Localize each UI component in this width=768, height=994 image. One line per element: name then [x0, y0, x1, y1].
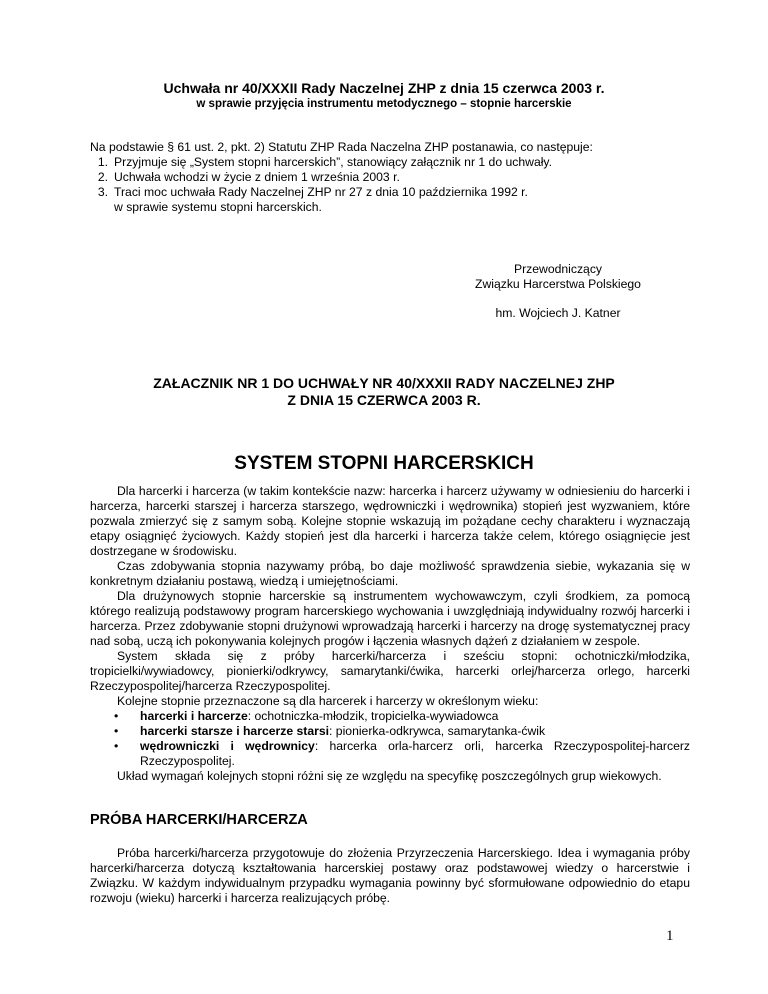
paragraph: Dla drużynowych stopnie harcerskie są instrumentem wychowawczym, czyli środkiem, za pomocą którego realizują podstawowy program harcerskiego wychowania i uwzględniają indywidualny rozwój harcerki i harcerza. Przez zdobywanie stopni drużynowi wprowadzają harcerki i harcerzy na drogę systematycznej pracy nad sobą, uczą ich pokonywania kolejnych progów i łączenia własnych dążeń z działaniem w zespole.: [90, 589, 690, 648]
paragraph: Układ wymagań kolejnych stopni różni się ze względu na specyfikę poszczególnych grup wiekowych.: [117, 769, 662, 783]
list-item: [114, 709, 690, 724]
resolution-title: Uchwała nr 40/XXXII Rady Naczelnej ZHP z dnia 15 czerwca 2003 r.: [163, 80, 605, 96]
item-number: 1.: [97, 155, 108, 169]
bullet-icon: •: [114, 709, 119, 723]
signature-role: Przewodniczący: [513, 262, 603, 276]
section-heading: PRÓBA HARCERKI/HARCERZA: [90, 812, 308, 828]
age-group-name: harcerki i harcerze: [140, 709, 248, 723]
bullet-icon: •: [114, 724, 119, 738]
age-group-ranks: : pionierka-odkrywca, samarytanka-ćwik: [329, 724, 546, 738]
annex-heading-line1: ZAŁACZNIK NR 1 DO UCHWAŁY NR 40/XXXII RADY NACZELNEJ ZHP: [153, 375, 615, 391]
age-group-list: [90, 709, 690, 769]
paragraph: Kolejne stopnie przeznaczone są dla harcerek i harcerzy w określonym wieku:: [117, 694, 539, 708]
resolution-intro: Na podstawie § 61 ust. 2, pkt. 2) Statutu ZHP Rada Naczelna ZHP postanawia, co następuje:: [90, 140, 593, 154]
item-number: 3.: [97, 185, 108, 199]
item-number: 2.: [97, 170, 108, 184]
age-group-name: wędrowniczki i wędrownicy: [140, 739, 315, 753]
age-group-ranks: : harcerka orla-harcerz orli, harcerka Rzeczypospolitej-harcerz Rzeczypospolitej.: [140, 739, 690, 768]
resolution-items: [90, 155, 690, 215]
list-item: [114, 724, 690, 739]
item-text: Uchwała wchodzi w życie z dniem 1 września 2003 r.: [114, 170, 400, 184]
list-item: [114, 739, 690, 769]
item-text: Traci moc uchwała Rady Naczelnej ZHP nr 27 z dnia 10 października 1992 r.: [114, 185, 528, 199]
page-number: 1: [666, 928, 674, 944]
paragraph: Czas zdobywania stopnia nazywamy próbą, bo daje możliwość sprawdzenia siebie, wykazania się w konkretnym działaniu postawą, wiedzą i umiejętnościami.: [90, 559, 690, 588]
paragraph: Dla harcerki i harcerza (w takim kontekście nazw: harcerka i harcerz używamy w odniesieniu do harcerki i harcerza, harcerki starszej i harcerza starszego, wędrowniczki i wędrownika) stopień jest wyzwaniem, które pozwala zmierzyć się z samym sobą. Kolejne stopnie wskazują im pożądane cechy charakteru i wyznaczają etapy osiągnięć życiowych. Każdy stopień jest dla harcerki i harcerza także celem, którego osiągnięcie jest dostrzegane w środowisku.: [90, 484, 690, 558]
resolution-item: [90, 185, 690, 200]
age-group-ranks: : ochotniczka-młodzik, tropicielka-wywiadowca: [247, 709, 499, 723]
system-body: [90, 484, 690, 784]
bullet-icon: •: [114, 739, 119, 753]
resolution-item: [90, 155, 690, 170]
item-text: w sprawie systemu stopni harcerskich.: [114, 200, 322, 214]
paragraph: Próba harcerki/harcerza przygotowuje do złożenia Przyrzeczenia Harcerskiego. Idea i wymagania próby harcerki/harcerza dotyczą kształtowania harcerskiej postawy oraz podstawowej wiedzy o harcerstwie i Związku. W każdym indywidualnym przypadku wymagania powinny być sformułowane odpowiednio do etapu rozwoju (wieku) harcerki i harcerza realizujących próbę.: [90, 846, 690, 905]
age-group-name: harcerki starsze i harcerze starsi: [140, 724, 330, 738]
resolution-subtitle: w sprawie przyjęcia instrumentu metodycznego – stopnie harcerskie: [196, 98, 572, 110]
system-title: SYSTEM STOPNI HARCERSKICH: [234, 453, 534, 474]
annex-heading-line2: Z DNIA 15 CZERWCA 2003 R.: [287, 392, 481, 408]
resolution-item-continuation: [90, 200, 690, 215]
item-text: Przyjmuje się „System stopni harcerskich”, stanowiący załącznik nr 1 do uchwały.: [114, 155, 553, 169]
signature-name: hm. Wojciech J. Katner: [495, 306, 621, 320]
signature-organization: Związku Harcerstwa Polskiego: [475, 277, 641, 291]
resolution-item: [90, 170, 690, 185]
paragraph: System składa się z próby harcerki/harcerza i sześciu stopni: ochotniczki/młodzika, tropicielki/wywiadowcy, pionierki/odkrywcy, samarytanki/ćwika, harcerki orlej/harcerza orlego, harcerki Rzeczypospolitej/harcerza Rzeczypospolitej.: [90, 649, 690, 693]
